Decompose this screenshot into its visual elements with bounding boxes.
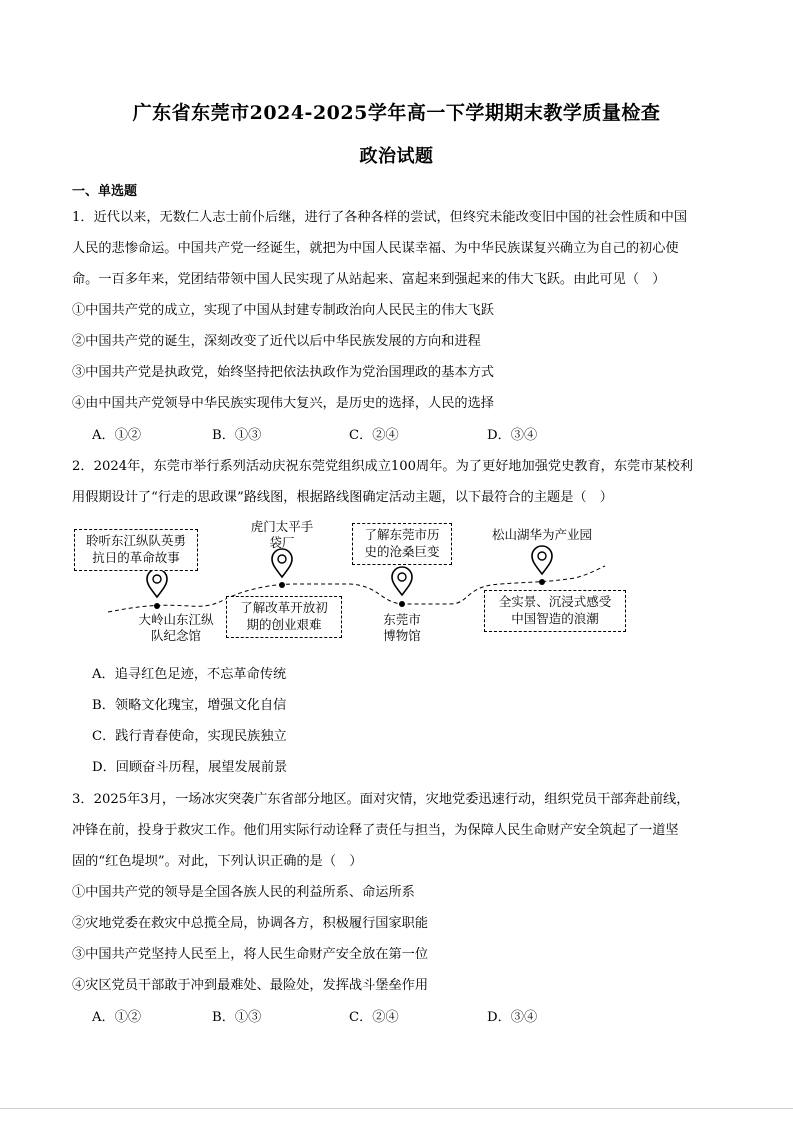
box-4-line-1: 全实景、沉浸式感受 [498, 594, 612, 609]
q3-option-b[interactable]: B．①③ [212, 1010, 262, 1025]
q2-stem-line-1: 2．2024年，东莞市举行系列活动庆祝东莞党组织成立100周年。为了更好地加强党史教育，东莞市某校利 [72, 459, 693, 474]
q3-stem-line-3: 固的“红色堤坝”。对此，下列认识正确的是（ ） [72, 854, 363, 869]
q3-stem-line-2: 冲锋在前，投身于救灾工作。他们用实际行动诠释了责任与担当，为保障人民生命财产安全筑起了一道坚 [72, 823, 679, 838]
map-pin-icon [532, 546, 552, 585]
q2-option-b[interactable]: B．领略文化瑰宝，增强文化自信 [92, 698, 287, 713]
q3-option-a[interactable]: A．①② [92, 1010, 142, 1025]
map-pin-icon [272, 549, 292, 588]
place-2-line-1: 虎门太平手 [250, 519, 314, 534]
place-2-label [236, 519, 328, 551]
q1-option-d[interactable]: D．③④ [487, 428, 538, 443]
q2-stem-line-2: 用假期设计了“行走的思政课”路线图，根据路线图确定活动主题，以下最符合的主题是（ ） [72, 490, 613, 505]
place-3-line-1: 东莞市 [383, 612, 421, 627]
box-3-line-2: 史的沧桑巨变 [364, 544, 440, 559]
diagram-box-1 [74, 529, 198, 571]
q1-statement-2: ②中国共产党的诞生，深刻改变了近代以后中华民族发展的方向和进程 [72, 334, 481, 349]
diagram-box-2 [226, 596, 342, 638]
q1-statement-1: ①中国共产党的成立，实现了中国从封建专制政治向人民民主的伟大飞跃 [72, 303, 494, 318]
q1-statement-3: ③中国共产党是执政党，始终坚持把依法执政作为党治国理政的基本方式 [72, 365, 494, 380]
q1-statement-4: ④由中国共产党领导中华民族实现伟大复兴，是历史的选择，人民的选择 [72, 396, 494, 411]
box-4-line-2: 中国智造的浪潮 [511, 611, 599, 626]
q2-option-a[interactable]: A．追寻红色足迹，不忘革命传统 [92, 667, 287, 682]
place-2-line-2: 袋厂 [269, 535, 295, 550]
box-1-line-1: 聆听东江纵队英勇 [85, 533, 186, 548]
q3-statement-4: ④灾区党员干部敢于冲到最难处、最险处，发挥战斗堡垒作用 [72, 978, 429, 993]
q3-statement-2: ②灾地党委在救灾中总揽全局，协调各方，积极履行国家职能 [72, 916, 429, 931]
q3-option-c[interactable]: C．②④ [349, 1010, 399, 1025]
box-2-line-1: 了解改革开放初 [240, 600, 328, 615]
q1-stem-line-1: 1．近代以来，无数仁人志士前仆后继，进行了各种各样的尝试，但终究未能改变旧中国的社会性质和中国 [72, 210, 688, 225]
place-1-label [130, 612, 222, 644]
box-1-line-2: 抗日的革命故事 [92, 550, 180, 565]
diagram-box-4 [484, 590, 626, 632]
place-4-label: 松山湖华为产业园 [491, 527, 592, 542]
q3-statement-1: ①中国共产党的领导是全国各族人民的利益所系、命运所系 [72, 885, 415, 900]
q2-option-c[interactable]: C．践行青春使命，实现民族独立 [92, 729, 287, 744]
page-bottom-divider [0, 1108, 793, 1109]
q1-stem-line-2: 人民的悲惨命运。中国共产党一经诞生，就把为中国人民谋幸福、为中华民族谋复兴确立为自己的初心使 [72, 241, 679, 256]
map-pin-icon [392, 567, 412, 607]
map-pin-icon [147, 569, 167, 609]
q3-statement-3: ③中国共产党坚持人民至上，将人民生命财产安全放在第一位 [72, 947, 429, 962]
box-3-line-1: 了解东莞市历 [364, 527, 440, 542]
diagram-box-3 [352, 523, 452, 565]
box-2-line-2: 期的创业艰难 [246, 617, 322, 632]
q2-option-d[interactable]: D．回顾奋斗历程，展望发展前景 [92, 760, 288, 775]
exam-subtitle: 政治试题 [359, 146, 434, 167]
section-heading: 一、单选题 [72, 184, 138, 199]
route-map-diagram [70, 516, 630, 646]
q1-option-b[interactable]: B．①③ [212, 428, 262, 443]
q1-stem-line-3: 命。一百多年来，党团结带领中国人民实现了从站起来、富起来到强起来的伟大飞跃。由此可见（ ） [72, 272, 666, 287]
q1-option-a[interactable]: A．①② [92, 428, 142, 443]
q3-option-d[interactable]: D．③④ [487, 1010, 538, 1025]
q3-stem-line-1: 3．2025年3月，一场冰灾突袭广东省部分地区。面对灾情，灾地党委迅速行动，组织党员干部奔赴前线， [72, 792, 690, 807]
exam-title: 广东省东莞市2024-2025学年高一下学期期末教学质量检查 [132, 102, 661, 124]
place-3-line-2: 博物馆 [383, 628, 421, 643]
place-1-line-2: 队纪念馆 [150, 628, 201, 643]
place-1-line-1: 大岭山东江纵 [138, 612, 214, 627]
q1-option-c[interactable]: C．②④ [349, 428, 399, 443]
place-3-label [372, 612, 432, 644]
